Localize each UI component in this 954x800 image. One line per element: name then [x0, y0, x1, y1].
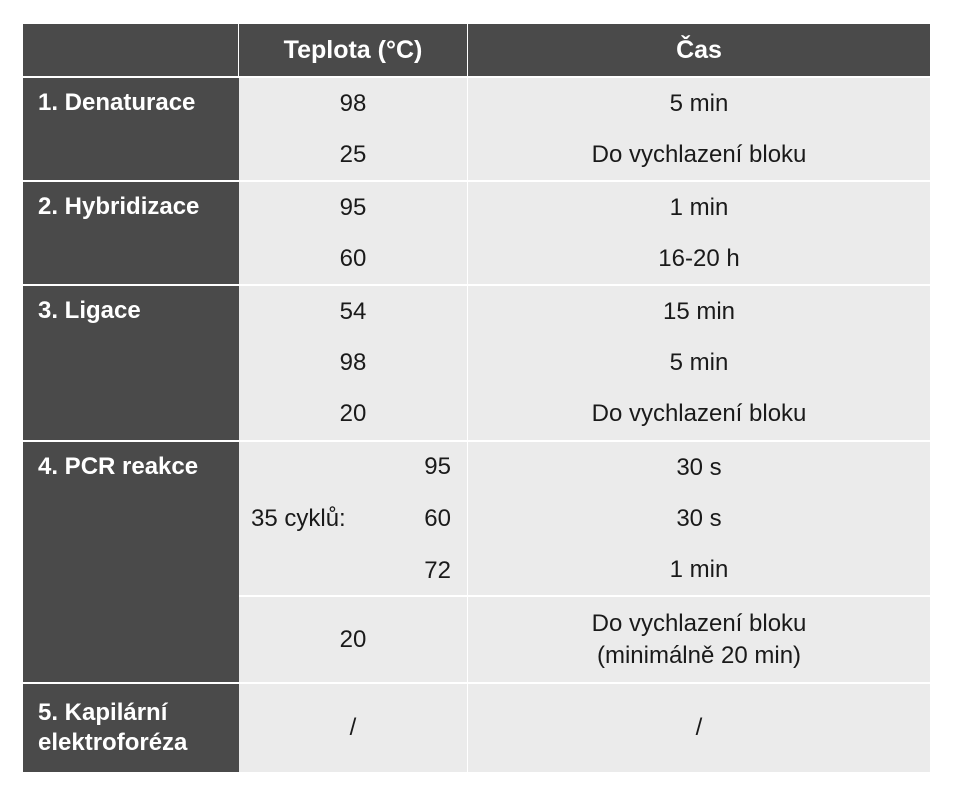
final-time-cell	[468, 595, 930, 682]
phase-temps-denaturation	[239, 76, 468, 180]
phase-times-denaturation	[468, 76, 930, 180]
temp-value: 98	[339, 348, 367, 376]
header-blank	[23, 24, 239, 76]
temp-value: 98	[339, 89, 367, 117]
phase-label-ligation: 3. Ligace	[23, 284, 239, 440]
time-value: 16-20 h	[658, 244, 740, 272]
time-value: /	[468, 682, 930, 772]
phase-label-pcr: 4. PCR reakce	[23, 440, 239, 682]
time-value: 30 s	[676, 453, 722, 481]
header-time: Čas	[468, 24, 930, 76]
time-value: Do vychlazení bloku	[591, 609, 807, 637]
phase-times-hybridization	[468, 180, 930, 284]
phase-label-line: elektroforéza	[38, 729, 188, 756]
header-temperature: Teplota (°C)	[239, 24, 468, 76]
temp-value: /	[239, 682, 468, 772]
phase-label-hybridization: 2. Hybridizace	[23, 180, 239, 284]
phase-temps-ligation	[239, 284, 468, 440]
temp-value: 54	[339, 297, 367, 325]
phase-temps-pcr	[239, 440, 468, 682]
time-value: 15 min	[662, 297, 736, 325]
protocol-table	[23, 24, 930, 772]
time-value: 5 min	[669, 348, 729, 376]
time-value: Do vychlazení bloku	[591, 400, 807, 428]
cycles-label: 35 cyklů:	[251, 505, 346, 532]
temp-value: 25	[339, 140, 367, 168]
temp-value: 20	[239, 595, 467, 682]
cycle-temp-value: 95	[424, 453, 451, 480]
time-value: 30 s	[676, 504, 722, 532]
time-value: Do vychlazení bloku	[591, 140, 807, 168]
temp-value: 60	[339, 244, 367, 272]
pcr-cycle-block	[239, 442, 467, 595]
time-value: 1 min	[669, 193, 729, 221]
cycle-temp-value: 72	[424, 557, 451, 584]
phase-label-denaturation: 1. Denaturace	[23, 76, 239, 180]
cycle-temp-value: 60	[424, 505, 451, 532]
phase-times-pcr	[468, 440, 930, 682]
phase-label-line: 5. Kapilární	[38, 699, 168, 726]
time-value: 1 min	[669, 555, 729, 583]
phase-label-electrophoresis	[23, 682, 239, 772]
time-value: 5 min	[669, 89, 729, 117]
phase-temps-hybridization	[239, 180, 468, 284]
temp-value: 20	[339, 400, 367, 428]
phase-times-ligation	[468, 284, 930, 440]
time-note: (minimálně 20 min)	[596, 641, 802, 669]
temp-value: 95	[339, 193, 367, 221]
